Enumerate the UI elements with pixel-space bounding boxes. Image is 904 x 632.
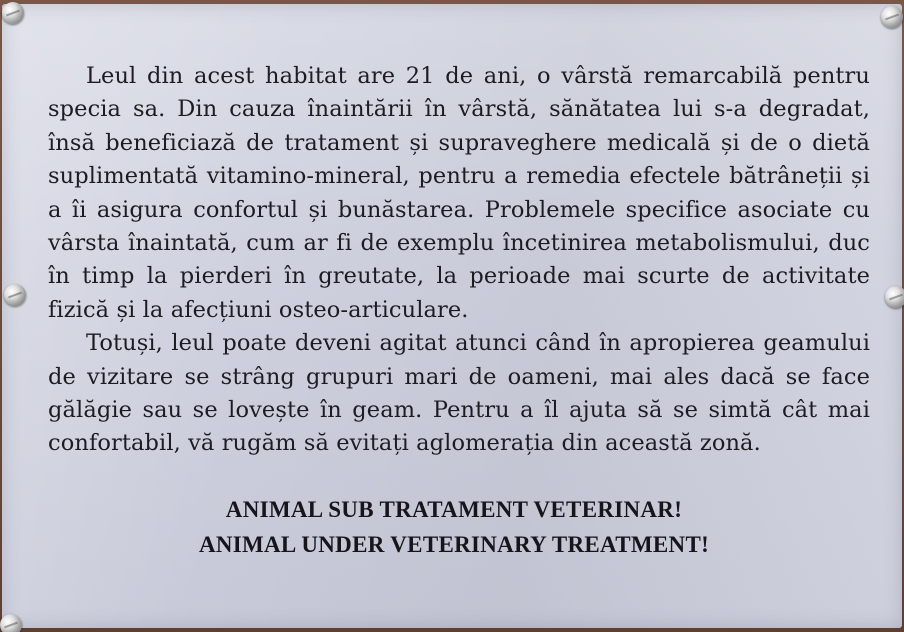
- sign-paragraph-2: Totuși, leul poate deveni agitat atunci când în apropierea geamului de vizitare se strâng grupuri mari de oameni, mai ales dacă se face gălăgie sau se lovește în geam. Pentru a îl ajuta să se simtă cât mai confortabil, vă rugăm să evitați aglomerația din această zonă.: [48, 330, 870, 457]
- sign-plaque: [2, 4, 902, 628]
- screw-top-left: [2, 2, 24, 24]
- screw-middle-right: [885, 286, 904, 308]
- warning-english: ANIMAL UNDER VETERINARY TREATMENT!: [198, 532, 710, 557]
- screw-middle-left: [4, 284, 26, 306]
- screw-bottom-left: [0, 614, 22, 632]
- sign-warning: [2, 492, 904, 562]
- warning-romanian: ANIMAL SUB TRATAMENT VETERINAR!: [225, 497, 683, 522]
- sign-body-text: [48, 60, 870, 461]
- screw-top-right: [881, 6, 903, 28]
- sign-paragraph-1: Leul din acest habitat are 21 de ani, o vârstă remarcabilă pentru specia sa. Din cauza înaintării în vârstă, sănătatea lui s-a degradat, însă beneficiază de tratament și supraveghere medicală și de o dietă suplimentată vitamino-mineral, pentru a remedia efectele bătrâneții și a îi asigura confortul și bunăstarea. Problemele specifice asociate cu vârsta înaintată, cum ar fi de exemplu încetinirea metabolismului, duc în timp la pierderi în greutate, la perioade mai scurte de activitate fizică și la afecțiuni osteo-articulare.: [48, 63, 870, 323]
